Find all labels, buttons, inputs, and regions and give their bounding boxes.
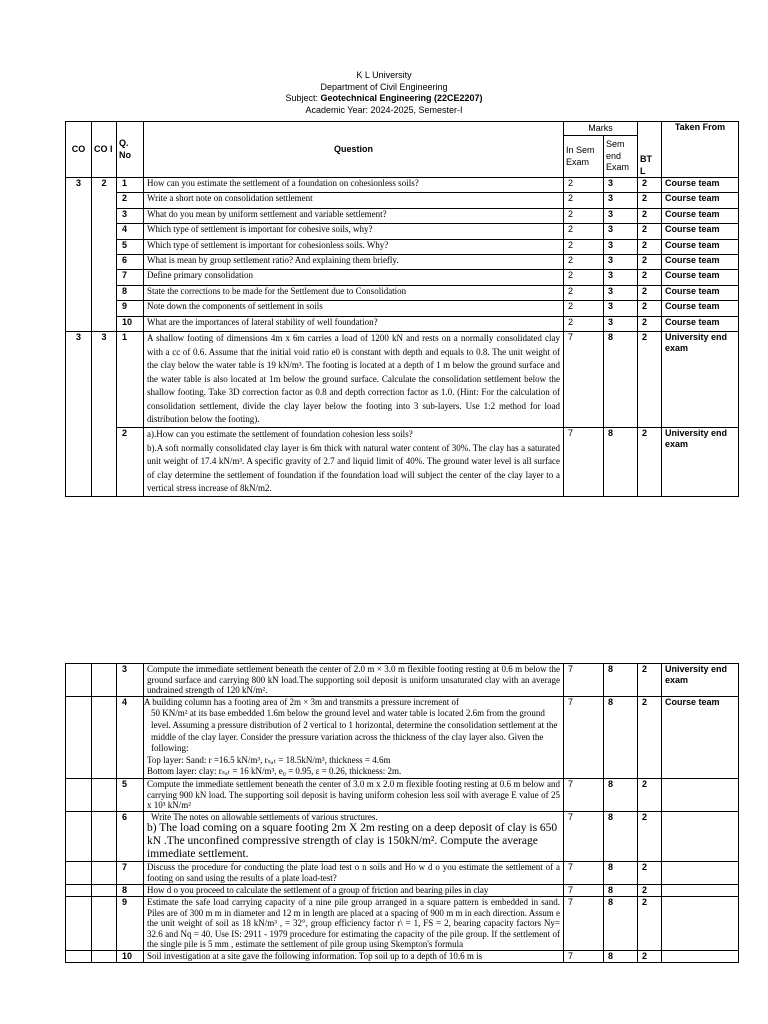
coi-value [92,950,117,962]
sem-end-marks: 3 [604,301,638,316]
table-row [66,428,739,497]
taken-from: Course team [662,316,739,331]
co-value [66,811,92,862]
btl-value: 2 [638,950,662,962]
co-value: 3 [66,331,92,496]
question-table-page1 [65,121,739,497]
co-value: 3 [66,178,92,332]
taken-from [662,884,739,896]
table-row [66,178,739,193]
table-row [66,664,739,697]
sem-end-marks: 8 [604,896,638,950]
table-row [66,884,739,896]
sem-end-marks: 3 [604,178,638,193]
question-number: 9 [117,896,144,950]
subject-prefix: Subject: [285,93,318,103]
in-sem-marks: 7 [564,696,604,778]
col-header-taken-from: Taken From [662,122,739,178]
taken-from: Course team [662,208,739,223]
btl-value: 2 [638,696,662,778]
question-number: 4 [117,696,144,778]
table-row [66,193,739,208]
question-number: 7 [117,270,144,285]
table-row [66,224,739,239]
question-part-b: b).A soft normally consolidated clay layer is 6m thick with natural water content of 30%. The clay has a saturated unit weight of 17.4 kN/m³. A specific gravity of 2.7 and liquid limit of 40%. The ground water level is all surface of clay determine the settlement of foundation if the foundation load will subject the center of the clay layer to a vertical stress increase of 8kN/m2. [147,442,560,494]
in-sem-marks: 2 [564,285,604,300]
sem-end-marks: 8 [604,862,638,884]
question-line: A building column has a footing area of 2m × 3m and transmits a pressure increment of [144,696,459,707]
taken-from [662,950,739,962]
btl-value: 2 [638,778,662,811]
question-text: Define primary consolidation [144,270,564,285]
question-text: A shallow footing of dimensions 4m x 6m carries a load of 1200 kN and rests on a normally consolidated clay with a cc of 0.6. Assume that the initial void ratio e0 is constant with depth and equals to 0.8. The unit weight of the clay below the water table is 19 kN/m³. The footing is located at a depth of 1 m below the ground surface and the water table is also located at 1m below the ground surface. Calculate the consolidation settlement below the shallow footing. Take 3D correction factor as 0.8 and depth correction factor as 1.0. (Hint: For the calculation of consolidation settlement, divide the clay layer below the footing into 3 sub-layers. Use 1:2 method for load distribution below the footing). [144,331,564,427]
col-header-marks: Marks [564,122,638,136]
taken-from [662,862,739,884]
question-number: 10 [117,316,144,331]
btl-value: 2 [638,224,662,239]
sem-end-marks: 3 [604,224,638,239]
in-sem-marks: 7 [564,428,604,497]
table-row [66,316,739,331]
question-text: Compute the immediate settlement beneath the center of 2.0 m × 3.0 m flexible footing resting at 0.6 m below the ground surface and carrying 800 kN load.The supporting soil deposit is uniform unsaturated clay with an average undrained strength of 120 kN/m². [144,664,564,697]
in-sem-marks: 7 [564,950,604,962]
table-row [66,896,739,950]
document-header [0,70,768,116]
co-value [66,862,92,884]
btl-value: 2 [638,316,662,331]
table-row [66,778,739,811]
sem-end-marks: 8 [604,884,638,896]
table-row [66,208,739,223]
question-text: Discuss the procedure for conducting the plate load test o n soils and Ho w d o you estimate the settlement of a footing on sand using the results of a plate load-test? [144,862,564,884]
question-number: 4 [117,224,144,239]
in-sem-marks: 2 [564,178,604,193]
coi-value: 2 [92,178,117,332]
question-text: Write a short note on consolidation settlement [144,193,564,208]
coi-value [92,884,117,896]
table-row [66,862,739,884]
coi-value [92,862,117,884]
question-text [144,428,564,497]
sem-end-marks: 8 [604,811,638,862]
taken-from: Course team [662,239,739,254]
btl-value: 2 [638,254,662,269]
co-value [66,778,92,811]
question-text: Compute the immediate settlement beneath the center of 3.0 m x 2.0 m flexible footing resting at 0.6 m below and carrying 900 kN load. The supporting soil deposit is having uniform cohesion less soil with average E value of 25 x 10³ kN/m² [144,778,564,811]
sem-end-marks: 8 [604,428,638,497]
taken-from: Course team [662,193,739,208]
btl-value: 2 [638,178,662,193]
in-sem-marks: 2 [564,270,604,285]
btl-value: 2 [638,884,662,896]
in-sem-marks: 2 [564,301,604,316]
table-row [66,811,739,862]
co-value [66,896,92,950]
question-text: What are the importances of lateral stability of well foundation? [144,316,564,331]
question-text [144,811,564,862]
sem-end-marks: 8 [604,950,638,962]
sem-end-marks: 3 [604,270,638,285]
col-header-sem-end: Sem end Exam [604,136,638,178]
in-sem-marks: 2 [564,316,604,331]
coi-value [92,811,117,862]
table-row [66,285,739,300]
btl-value: 2 [638,285,662,300]
col-header-qno: Q. No [117,122,144,178]
col-header-co: CO [66,122,92,178]
question-number: 1 [117,331,144,427]
taken-from: University end exam [662,331,739,427]
taken-from: Course team [662,178,739,193]
btl-value: 2 [638,862,662,884]
taken-from: Course team [662,696,739,778]
question-line: Top layer: Sand: r =16.5 kN/m³, rₛₐₜ = 18.5kN/m³, thickness = 4.6m [147,754,391,765]
taken-from [662,811,739,862]
sem-end-marks: 8 [604,664,638,697]
question-number: 2 [117,428,144,497]
sem-end-marks: 3 [604,285,638,300]
question-number: 5 [117,239,144,254]
in-sem-marks: 2 [564,239,604,254]
question-line: 50 KN/m² at its base embedded 1.6m below the ground level and water table is located 2.6m from the ground level. Assuming a pressure distribution of 2 vertical to 1 horizontal, determine the consolidation settlement at the middle of the clay layer. Consider the pressure variation across the thickness of the clay layer also. Given the following: [151,708,558,754]
question-table-page2 [65,663,739,963]
in-sem-marks: 2 [564,224,604,239]
sem-end-marks: 3 [604,239,638,254]
question-number: 2 [117,193,144,208]
question-text: How d o you proceed to calculate the settlement of a group of friction and bearing piles in clay [144,884,564,896]
sem-end-marks: 3 [604,208,638,223]
co-value [66,696,92,778]
question-part-b: b) The load coming on a square footing 2m X 2m resting on a deep deposit of clay is 650 kN .The unconfined compressive strength of clay is 150kN/m². Compute the average immediate settlement. [147,822,558,861]
question-number: 6 [117,254,144,269]
in-sem-marks: 7 [564,778,604,811]
btl-value: 2 [638,664,662,697]
academic-year: Academic Year: 2024-2025, Semester-I [305,104,463,115]
question-text: Note down the components of settlement in soils [144,301,564,316]
question-number: 3 [117,664,144,697]
co-value [66,664,92,697]
university-name: K L University [356,70,412,80]
question-number: 1 [117,178,144,193]
department-name: Department of Civil Engineering [320,81,448,92]
in-sem-marks: 2 [564,254,604,269]
sem-end-marks: 8 [604,331,638,427]
col-header-question: Question [144,122,564,178]
taken-from: University end exam [662,428,739,497]
sem-end-marks: 3 [604,193,638,208]
coi-value [92,696,117,778]
question-text: Which type of settlement is important for cohesive soils, why? [144,224,564,239]
btl-value: 2 [638,301,662,316]
group1-rows [66,178,739,332]
taken-from: Course team [662,301,739,316]
col-header-in-sem: In Sem Exam [564,136,604,178]
col-header-coi: CO I [92,122,117,178]
sem-end-marks: 8 [604,778,638,811]
question-text: How can you estimate the settlement of a foundation on cohesionless soils? [144,178,564,193]
in-sem-marks: 7 [564,331,604,427]
co-value [66,884,92,896]
in-sem-marks: 7 [564,896,604,950]
in-sem-marks: 7 [564,811,604,862]
in-sem-marks: 7 [564,664,604,697]
question-text: Estimate the safe load carrying capacity of a nine pile group arranged in a square pattern is embedded in sand. Piles are of 300 m m in diameter and 12 m in length are placed at a spacing of 900 m m in each direction. Assum e the unit weight of soil as 18 kN/m³ , = 32°, group efficiency factor r\ = 1, FS = 2, bearing capacity factors Ny= 32.6 and Nq = 40. Use IS: 2911 - 1979 procedure for estimating the capacity of the pile group. If the settlement of the single pile is 5 mm , estimate the settlement of pile group using Skempton's formula [144,896,564,950]
question-text: Which type of settlement is important for cohesionless soils. Why? [144,239,564,254]
coi-value: 3 [92,331,117,496]
btl-value: 2 [638,896,662,950]
table-row [66,950,739,962]
table-row [66,301,739,316]
subject-line [0,93,768,105]
in-sem-marks: 2 [564,208,604,223]
question-number: 3 [117,208,144,223]
taken-from: Course team [662,254,739,269]
question-text: What is mean by group settlement ratio? And explaining them briefly. [144,254,564,269]
question-text [144,696,564,778]
sem-end-marks: 8 [604,696,638,778]
coi-value [92,896,117,950]
col-header-btl: BT L [638,122,662,178]
subject-name: Geotechnical Engineering (22CE2207) [320,93,483,103]
question-line: Bottom layer: clay: rₛₐₜ = 16 kN/m³, e₀ = 0.95, ε = 0.26, thickness: 2m. [147,766,402,777]
btl-value: 2 [638,270,662,285]
btl-value: 2 [638,208,662,223]
question-part-a: a).How can you estimate the settlement of foundation cohesion less soils? [147,429,413,440]
table-row [66,270,739,285]
question-text: What do you mean by uniform settlement and variable settlement? [144,208,564,223]
coi-value [92,778,117,811]
question-part-a: Write The notes on allowable settlements of various structures. [151,811,378,822]
table-row [66,331,739,427]
question-text: Soil investigation at a site gave the following information. Top soil up to a depth of 10.6 m is [144,950,564,962]
question-number: 10 [117,950,144,962]
group2-rows [66,331,739,496]
taken-from [662,778,739,811]
question-number: 9 [117,301,144,316]
btl-value: 2 [638,239,662,254]
in-sem-marks: 7 [564,884,604,896]
taken-from: Course team [662,270,739,285]
group3-rows [66,664,739,963]
table-row [66,239,739,254]
table-row [66,254,739,269]
taken-from: University end exam [662,664,739,697]
table-row [66,696,739,778]
taken-from: Course team [662,224,739,239]
taken-from: Course team [662,285,739,300]
co-value [66,950,92,962]
question-text: State the corrections to be made for the Settlement due to Consolidation [144,285,564,300]
sem-end-marks: 3 [604,254,638,269]
question-number: 7 [117,862,144,884]
question-number: 8 [117,285,144,300]
btl-value: 2 [638,193,662,208]
taken-from [662,896,739,950]
question-number: 6 [117,811,144,862]
coi-value [92,664,117,697]
btl-value: 2 [638,428,662,497]
btl-value: 2 [638,331,662,427]
btl-value: 2 [638,811,662,862]
sem-end-marks: 3 [604,316,638,331]
question-number: 5 [117,778,144,811]
in-sem-marks: 2 [564,193,604,208]
in-sem-marks: 7 [564,862,604,884]
question-number: 8 [117,884,144,896]
